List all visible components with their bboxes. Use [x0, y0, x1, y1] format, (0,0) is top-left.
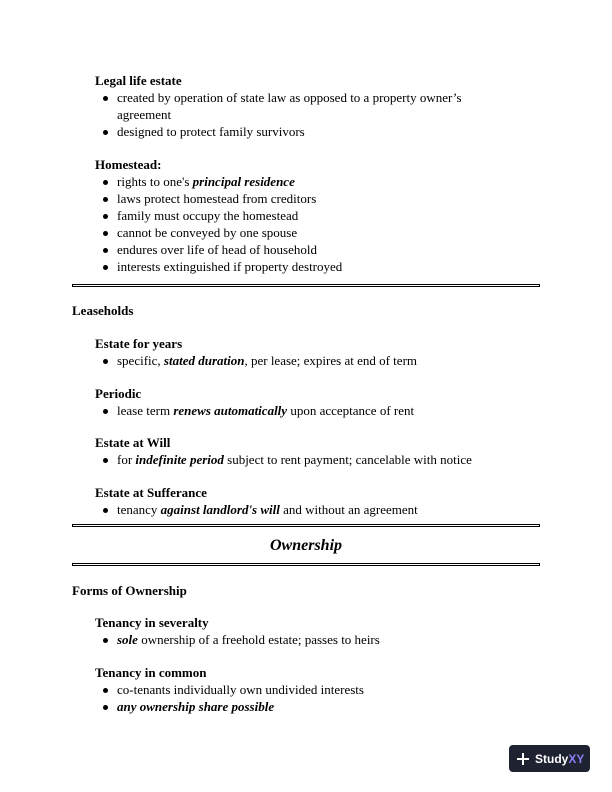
divider — [72, 524, 540, 527]
tenancy-in-severalty-heading: Tenancy in severalty — [95, 615, 209, 630]
list-item: interests extinguished if property destroyed — [95, 258, 552, 275]
estate-at-sufferance-list — [95, 501, 552, 518]
estate-at-will-block — [95, 434, 552, 468]
list-item: laws protect homestead from creditors — [95, 190, 552, 207]
homestead-heading: Homestead: — [95, 157, 162, 172]
tenancy-in-severalty-list — [95, 631, 552, 648]
legal-life-estate-heading: Legal life estate — [95, 73, 182, 88]
list-item: rights to one's principal residence — [95, 173, 552, 190]
estate-for-years-block — [95, 335, 552, 369]
list-item: co-tenants individually own undivided interests — [95, 681, 552, 698]
tenancy-in-common-list — [95, 681, 552, 715]
legal-life-estate-list — [95, 89, 552, 140]
list-item: specific, stated duration, per lease; expires at end of term — [95, 352, 552, 369]
homestead-list — [95, 173, 552, 275]
estate-at-will-list — [95, 451, 552, 468]
ownership-title: Ownership — [269, 537, 343, 554]
tenancy-in-severalty-block — [95, 614, 552, 648]
periodic-list — [95, 402, 552, 419]
list-item: family must occupy the homestead — [95, 207, 552, 224]
divider — [72, 284, 540, 287]
list-item: endures over life of head of household — [95, 241, 552, 258]
list-item: tenancy against landlord's will and without an agreement — [95, 501, 552, 518]
list-item: designed to protect family survivors — [95, 123, 552, 140]
divider — [72, 563, 540, 566]
list-item: sole ownership of a freehold estate; passes to heirs — [95, 631, 552, 648]
badge-brand: Study — [535, 751, 569, 766]
list-item: for indefinite period subject to rent payment; cancelable with notice — [95, 451, 552, 468]
legal-life-estate-block — [95, 72, 552, 140]
estate-for-years-list — [95, 352, 552, 369]
leaseholds-heading: Leaseholds — [72, 303, 134, 318]
list-item: created by operation of state law as opposed to a property owner’s agreement — [95, 89, 552, 123]
tenancy-in-common-heading: Tenancy in common — [95, 665, 207, 680]
estate-at-sufferance-block — [95, 484, 552, 518]
list-item: any ownership share possible — [95, 698, 552, 715]
periodic-heading: Periodic — [95, 386, 142, 401]
badge-brand-accent: XY — [568, 751, 585, 766]
estate-at-will-heading: Estate at Will — [95, 435, 171, 450]
tenancy-in-common-block — [95, 664, 552, 715]
estate-at-sufferance-heading: Estate at Sufferance — [95, 485, 207, 500]
estate-for-years-heading: Estate for years — [95, 336, 183, 351]
forms-of-ownership-heading: Forms of Ownership — [72, 583, 187, 598]
plus-icon — [517, 753, 529, 765]
studyxy-badge[interactable] — [509, 745, 590, 772]
homestead-block — [95, 156, 552, 275]
list-item: lease term renews automatically upon acceptance of rent — [95, 402, 552, 419]
list-item: cannot be conveyed by one spouse — [95, 224, 552, 241]
periodic-block — [95, 385, 552, 419]
